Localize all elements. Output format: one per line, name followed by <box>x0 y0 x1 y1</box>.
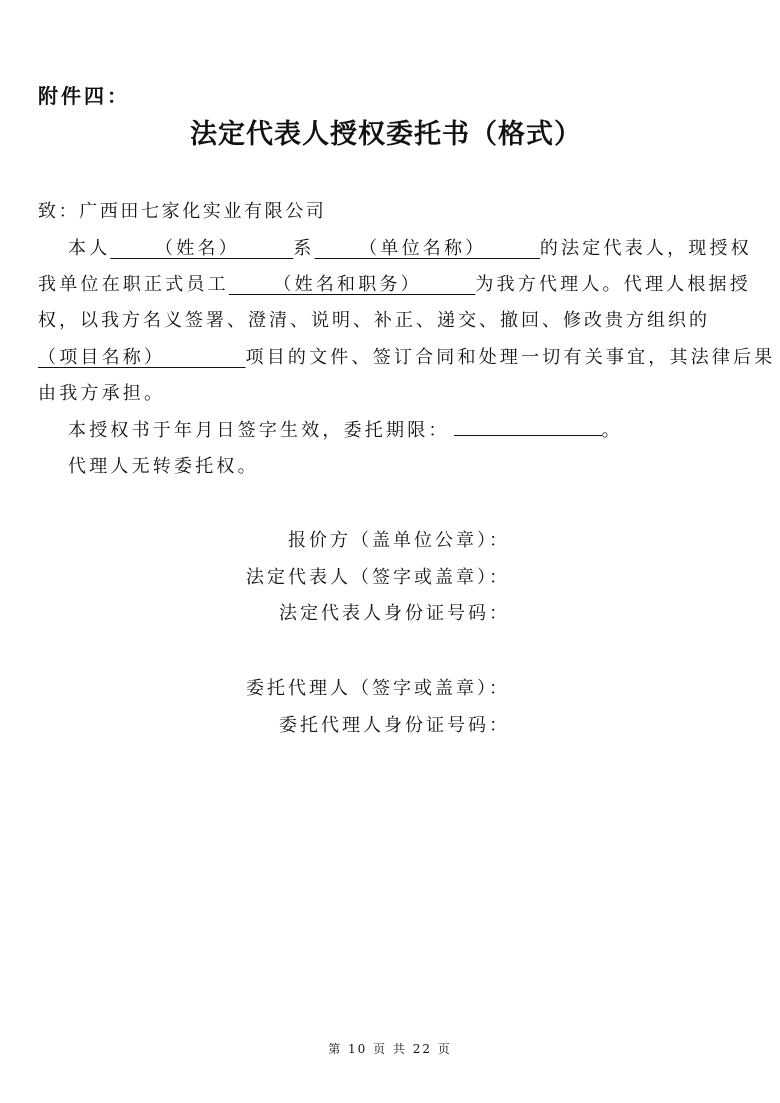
body-line-3: 权，以我方名义签署、澄清、说明、补正、递交、撤回、修改贵方组织的 <box>38 310 710 331</box>
body-line-4 <box>38 343 776 369</box>
text-segment: 为我方代理人。代理人根据授 <box>475 274 751 295</box>
signature-legal-rep: 法定代表人（签字或盖章）： <box>246 567 510 588</box>
text-segment: 。 <box>601 420 623 441</box>
document-title: 法定代表人授权委托书（格式） <box>190 119 582 150</box>
body-line-7: 代理人无转委托权。 <box>68 456 259 477</box>
project-name-field: （项目名称） <box>38 347 246 368</box>
unit-name-field: （单位名称） <box>314 238 540 259</box>
signature-bidder-seal: 报价方（盖单位公章）： <box>288 530 510 551</box>
text-segment: 系 <box>293 238 315 259</box>
text-segment: 本人 <box>68 238 111 259</box>
body-line-5: 由我方承担。 <box>38 383 166 404</box>
text-segment: 项目的文件、签订合同和处理一切有关事宜，其法律后果 <box>245 347 776 368</box>
signature-agent: 委托代理人（签字或盖章）： <box>246 678 510 699</box>
text-segment: 的法定代表人，现授权 <box>539 238 752 259</box>
term-blank-line <box>454 417 602 436</box>
signature-legal-rep-id: 法定代表人身份证号码： <box>279 603 510 624</box>
text-segment: 我单位在职正式员工 <box>38 274 229 295</box>
page-number: 第 10 页 共 22 页 <box>328 1042 452 1056</box>
name-field: （姓名） <box>110 238 294 259</box>
body-line-6 <box>68 416 623 442</box>
body-line-2 <box>38 270 751 296</box>
body-line-1 <box>68 234 752 260</box>
signature-agent-id: 委托代理人身份证号码： <box>279 715 510 736</box>
text-segment: 本授权书于年月日签字生效，委托期限： <box>68 420 450 441</box>
attachment-label: 附件四： <box>38 84 130 108</box>
addressee: 致：广西田七家化实业有限公司 <box>38 201 327 222</box>
agent-name-title-field: （姓名和职务） <box>228 274 476 295</box>
